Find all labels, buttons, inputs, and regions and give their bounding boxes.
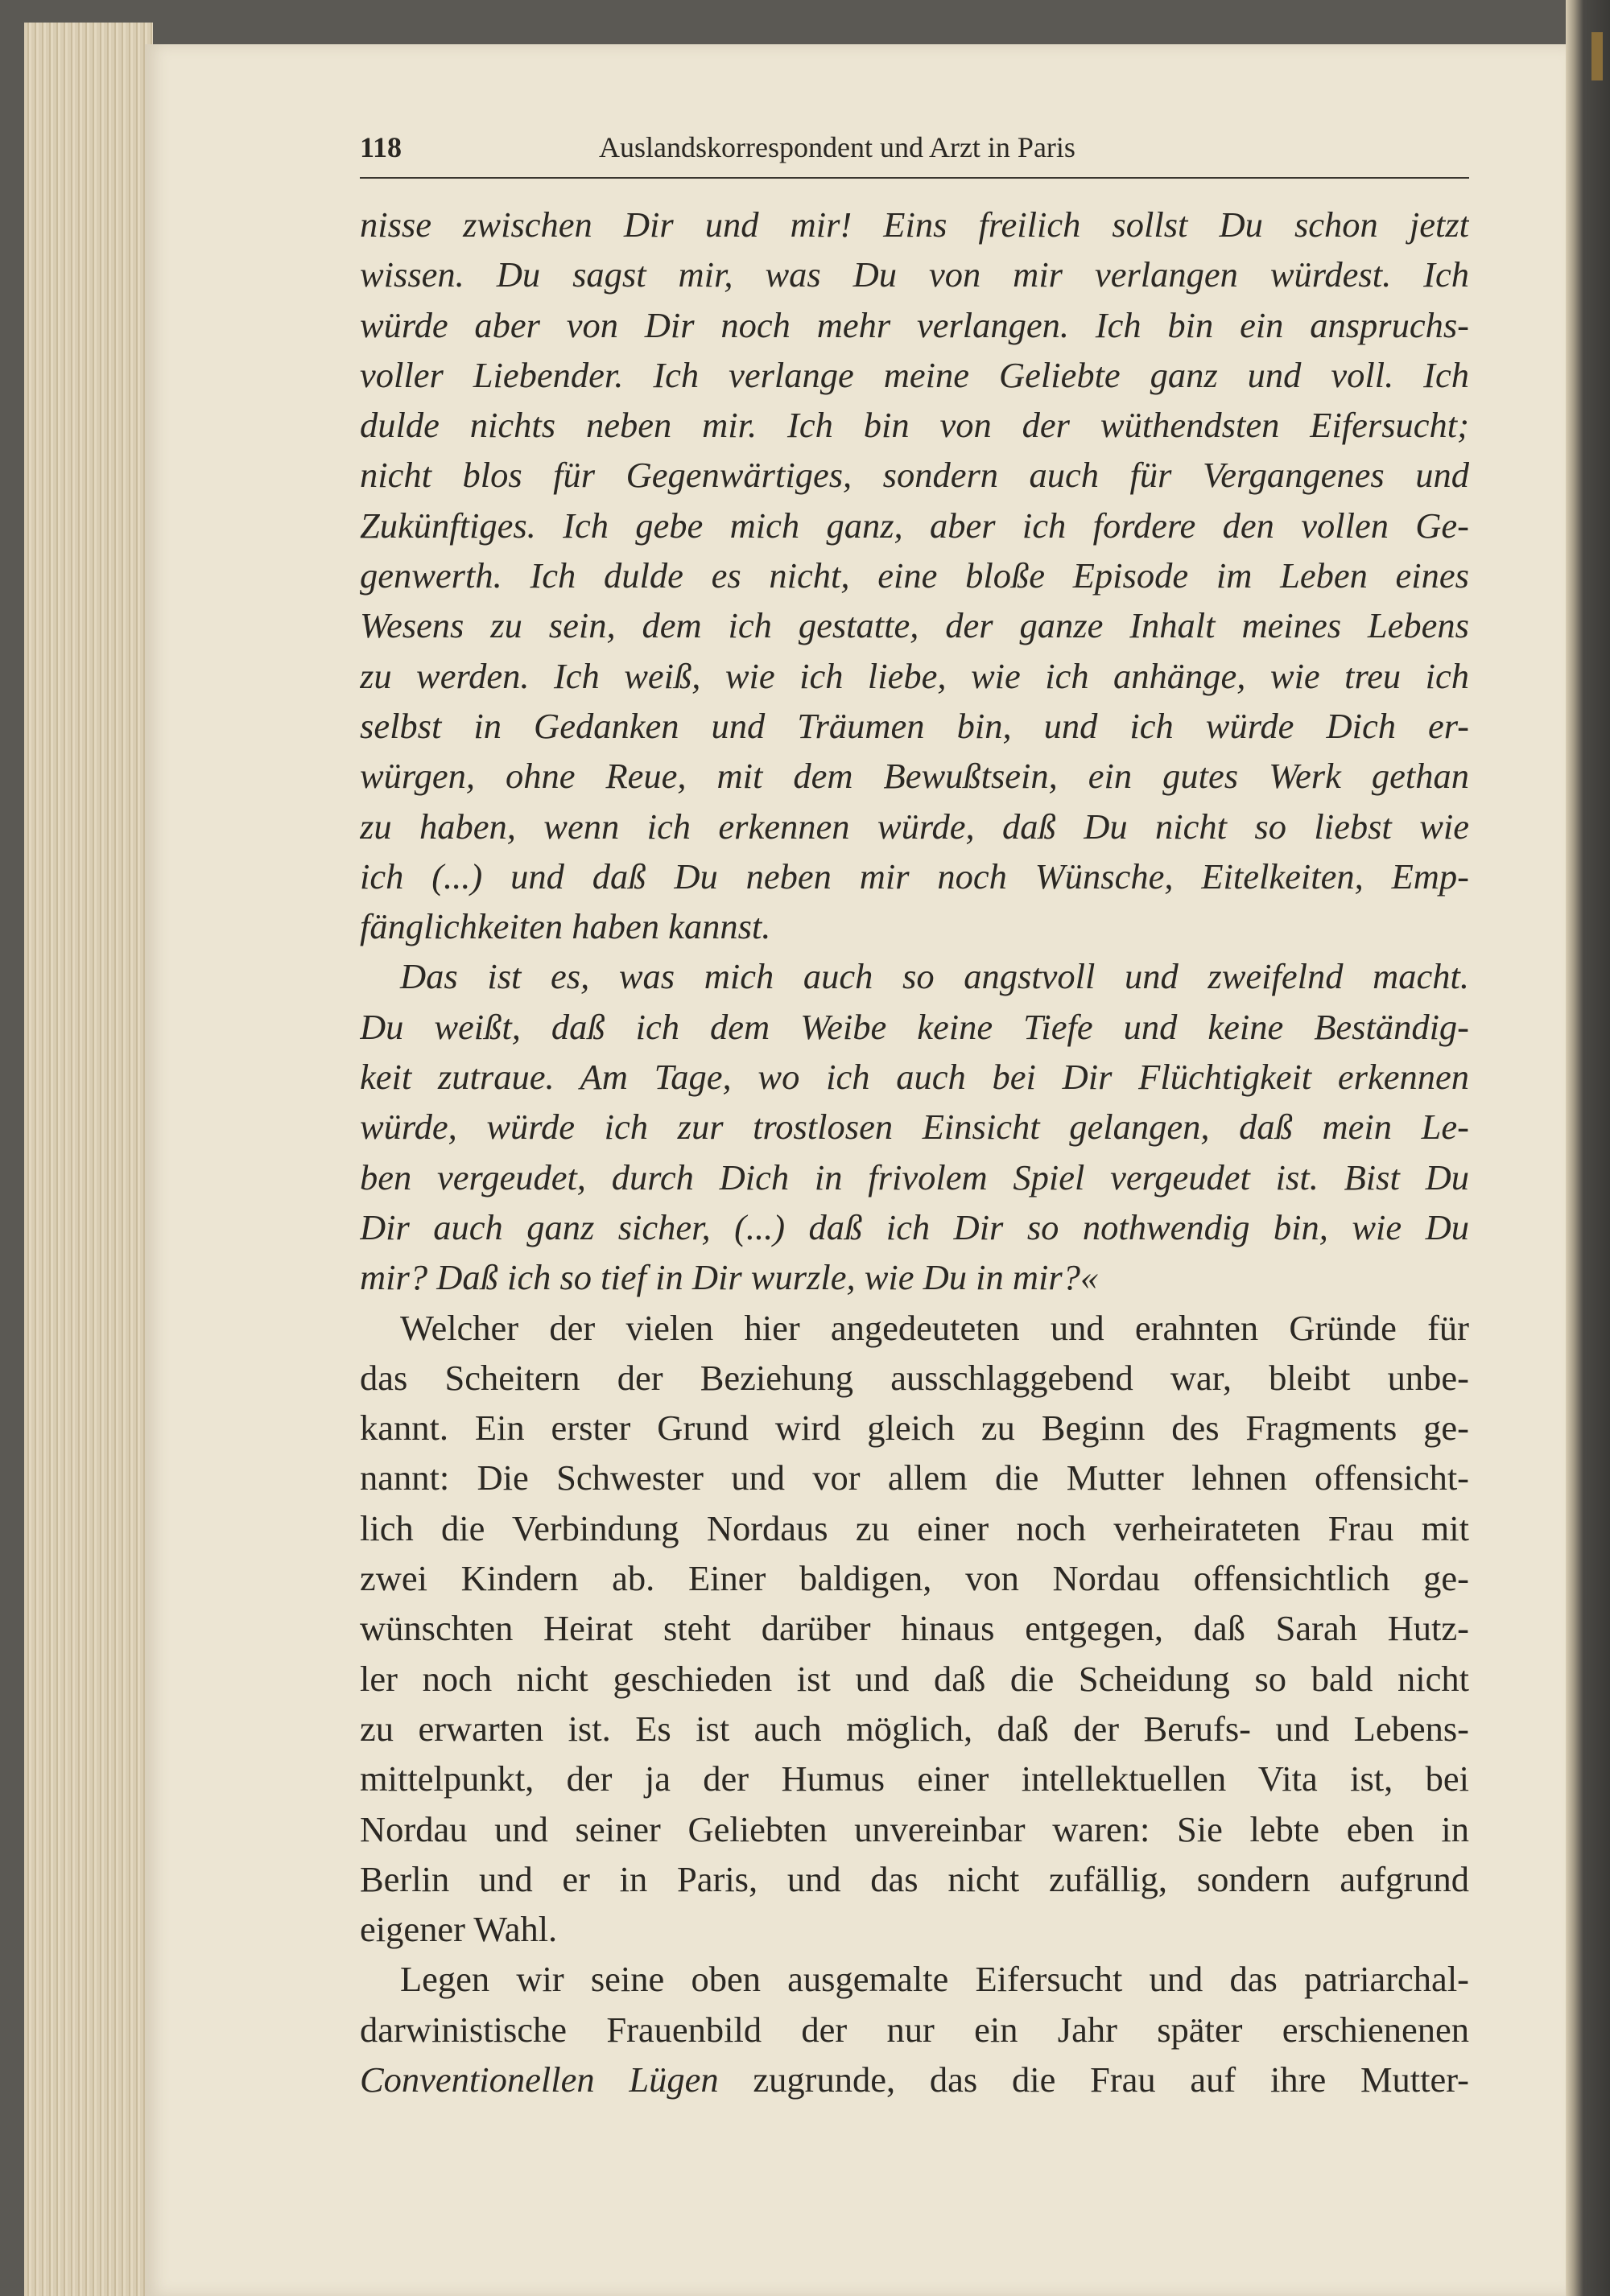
text-line: selbst in Gedanken und Träumen bin, und ich würde Dich er-: [360, 705, 1469, 746]
text-line: keit zutraue. Am Tage, wo ich auch bei Dir Flüchtigkeit erkennen: [360, 1057, 1469, 1098]
text-line: [360, 2055, 1469, 2104]
quote-paragraph-2: [360, 951, 1469, 1302]
page-number: 118: [360, 131, 402, 163]
page-edges: [24, 23, 153, 2296]
text-line: ler noch nicht geschieden ist und daß die Scheidung so bald nicht: [360, 1658, 1469, 1699]
text-fragment: zugrunde, das die Frau auf ihre Mutter-: [718, 2059, 1469, 2100]
text-line: voller Liebender. Ich verlange meine Geliebte ganz und voll. Ich: [360, 354, 1469, 395]
text-line: ben vergeudet, durch Dich in frivolem Spiel vergeudet ist. Bist Du: [360, 1156, 1469, 1197]
text-line: nicht blos für Gegenwärtiges, sondern auch für Vergangenes und: [360, 455, 1469, 496]
text-line: würgen, ohne Reue, mit dem Bewußtsein, ein gutes Werk gethan: [360, 756, 1469, 797]
text-line: Wesens zu sein, dem ich gestatte, der ganze Inhalt meines Lebens: [360, 605, 1469, 646]
running-title: Auslandskorrespondent und Arzt in Paris: [599, 131, 1075, 163]
text-line: genwerth. Ich dulde es nicht, eine bloße Episode im Leben eines: [360, 555, 1469, 596]
text-line: zu haben, wenn ich erkennen würde, daß Du nicht so liebst wie: [360, 806, 1469, 847]
text-line: zwei Kindern ab. Einer baldigen, von Nordau offensichtlich ge-: [360, 1558, 1469, 1599]
text-line: Welcher der vielen hier angedeuteten und erahnten Gründe für: [400, 1307, 1469, 1348]
text-line: nannt: Die Schwester und vor allem die Mutter lehnen offensicht-: [360, 1457, 1469, 1498]
body-paragraph-2: [360, 1954, 1469, 2104]
text-line: würde, würde ich zur trostlosen Einsicht gelangen, daß mein Le-: [360, 1107, 1469, 1148]
text-line: Dir auch ganz sicher, (...) daß ich Dir so nothwendig bin, wie Du: [360, 1206, 1469, 1247]
text-line: wünschten Heirat steht darüber hinaus entgegen, daß Sarah Hutz-: [360, 1608, 1469, 1649]
text-line: zu erwarten ist. Es ist auch möglich, daß der Berufs- und Lebens-: [360, 1708, 1469, 1749]
body-paragraph-1: [360, 1303, 1469, 1955]
text-line: fänglichkeiten haben kannst.: [360, 906, 771, 947]
text-line: dulde nichts neben mir. Ich bin von der wüthendsten Eifersucht;: [360, 405, 1469, 446]
text-line: Das ist es, was mich auch so angstvoll und zweifelnd macht.: [400, 956, 1469, 997]
text-line: lich die Verbindung Nordaus zu einer noch verheirateten Frau mit: [360, 1507, 1469, 1548]
text-line: das Scheitern der Beziehung ausschlaggebend war, bleibt unbe-: [360, 1357, 1469, 1398]
text-line: Legen wir seine oben ausgemalte Eifersucht und das patriarchal-: [400, 1959, 1469, 2000]
text-line: zu werden. Ich weiß, wie ich liebe, wie ich anhänge, wie treu ich: [360, 655, 1469, 696]
quote-paragraph-1: [360, 200, 1469, 951]
text-line: eigener Wahl.: [360, 1909, 558, 1950]
text-line: wissen. Du sagst mir, was Du von mir verlangen würdest. Ich: [360, 254, 1469, 295]
text-line: Zukünftiges. Ich gebe mich ganz, aber ich fordere den vollen Ge-: [360, 505, 1469, 546]
work-title: Conventionellen Lügen: [360, 2059, 719, 2100]
book-cover-edge: [1566, 0, 1610, 2296]
cover-marker: [1591, 32, 1603, 80]
text-line: kannt. Ein erster Grund wird gleich zu Beginn des Fragments ge-: [360, 1408, 1469, 1449]
text-line: Du weißt, daß ich dem Weibe keine Tiefe und keine Beständig-: [360, 1006, 1469, 1047]
text-line: mir? Daß ich so tief in Dir wurzle, wie Du in mir?«: [360, 1257, 1099, 1298]
text-line: darwinistische Frauenbild der nur ein Jahr später erschienenen: [360, 2009, 1469, 2050]
page-header: [360, 121, 1469, 179]
text-line: mittelpunkt, der ja der Humus einer intellektuellen Vita ist, bei: [360, 1758, 1469, 1799]
text-line: ich (...) und daß Du neben mir noch Wünsche, Eitelkeiten, Emp-: [360, 855, 1469, 897]
text-line: Berlin und er in Paris, und das nicht zufällig, sondern aufgrund: [360, 1858, 1469, 1899]
text-line: nisse zwischen Dir und mir! Eins freilich sollst Du schon jetzt: [360, 204, 1469, 245]
page-body: [360, 200, 1469, 2104]
text-line: würde aber von Dir noch mehr verlangen. Ich bin ein anspruchs-: [360, 304, 1469, 345]
text-line: Nordau und seiner Geliebten unvereinbar waren: Sie lebte eben in: [360, 1808, 1469, 1849]
